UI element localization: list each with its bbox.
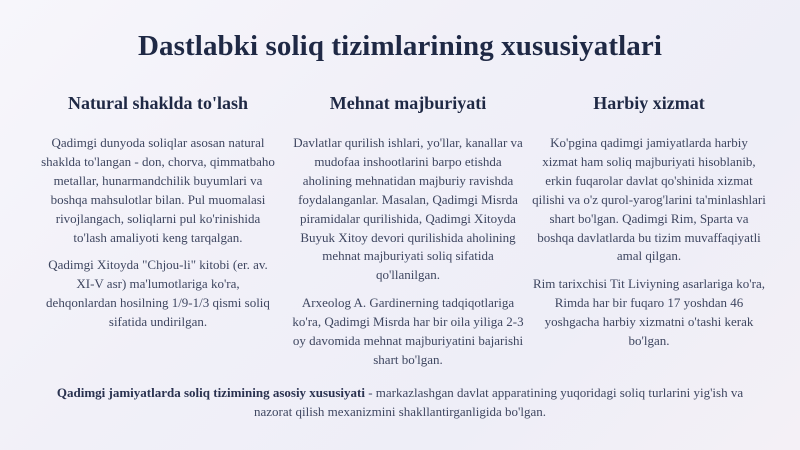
column-paragraph: Ko'pgina qadimgi jamiyatlarda harbiy xizmat ham soliq majburiyati hisoblanib, erkin fuqarolar davlat qo'shinida xizmat qilishi va o'z qurol-yarog'larini ta'minlashlari shart bo'lgan. Qadimgi Rim, Sparta va boshqa davlatlarda bu tizim muvaffaqiyatli amal qilgan.: [532, 135, 766, 264]
column-heading: Mehnat majburiyati: [329, 93, 487, 113]
footer-summary-bold: Qadimgi jamiyatlarda soliq tizimining asosiy xususiyati: [56, 385, 365, 400]
column-paragraph: Qadimgi dunyoda soliqlar asosan natural shaklda to'langan - don, chorva, qimmatbaho metallar, hunarmandchilik buyumlari va boshqa mahsulotlar bilan. Pul muomalasi rivojlangach, soliqlarni pul ko'rinishida to'lash amaliyoti keng tarqalgan.: [41, 135, 275, 245]
column-heading: Harbiy xizmat: [593, 93, 705, 113]
column-heading: Natural shaklda to'lash: [67, 93, 249, 113]
footer-summary-text: - markazlashgan davlat apparatining yuqoridagi soliq turlarini yig'ish va nazorat qilish mexanizmini shakllantirganligida bo'lgan.: [253, 385, 744, 419]
page-title: Dastlabki soliq tizimlarining xususiyatlari: [138, 30, 662, 62]
column-labor-duty: [290, 92, 526, 379]
column-paragraph: Davlatlar qurilish ishlari, yo'llar, kanallar va mudofaa inshootlarini barpo etishda aholining mehnatidan majburiy ravishda foydalanganlar. Masalan, Qadimgi Misrda piramidalar qurilishida, Qadimgi Xitoyda Buyuk Xitoy devori qurilishida aholining mehnat majburiyati soliq sifatida qo'llanilgan.: [293, 135, 523, 283]
column-military-service: [531, 92, 767, 360]
column-paragraph: Qadimgi Xitoyda "Chjou-li" kitobi (er. av. XI-V asr) ma'lumotlariga ko'ra, dehqonlardan hosilning 1/9-1/3 qismi soliq sifatida undirilgan.: [46, 257, 270, 330]
column-paragraph: Rim tarixchisi Tit Liviyning asarlariga ko'ra, Rimda har bir fuqaro 17 yoshdan 46 yoshgacha harbiy xizmatni o'tashi kerak bo'lgan.: [533, 276, 765, 349]
column-natural-payment: [40, 92, 276, 341]
column-paragraph: Arxeolog A. Gardinerning tadqiqotlariga ko'ra, Qadimgi Misrda har bir oila yiliga 2-3 oy davomida mehnat majburiyatini bajarishi shart bo'lgan.: [292, 295, 524, 367]
footer-summary: [38, 383, 762, 421]
